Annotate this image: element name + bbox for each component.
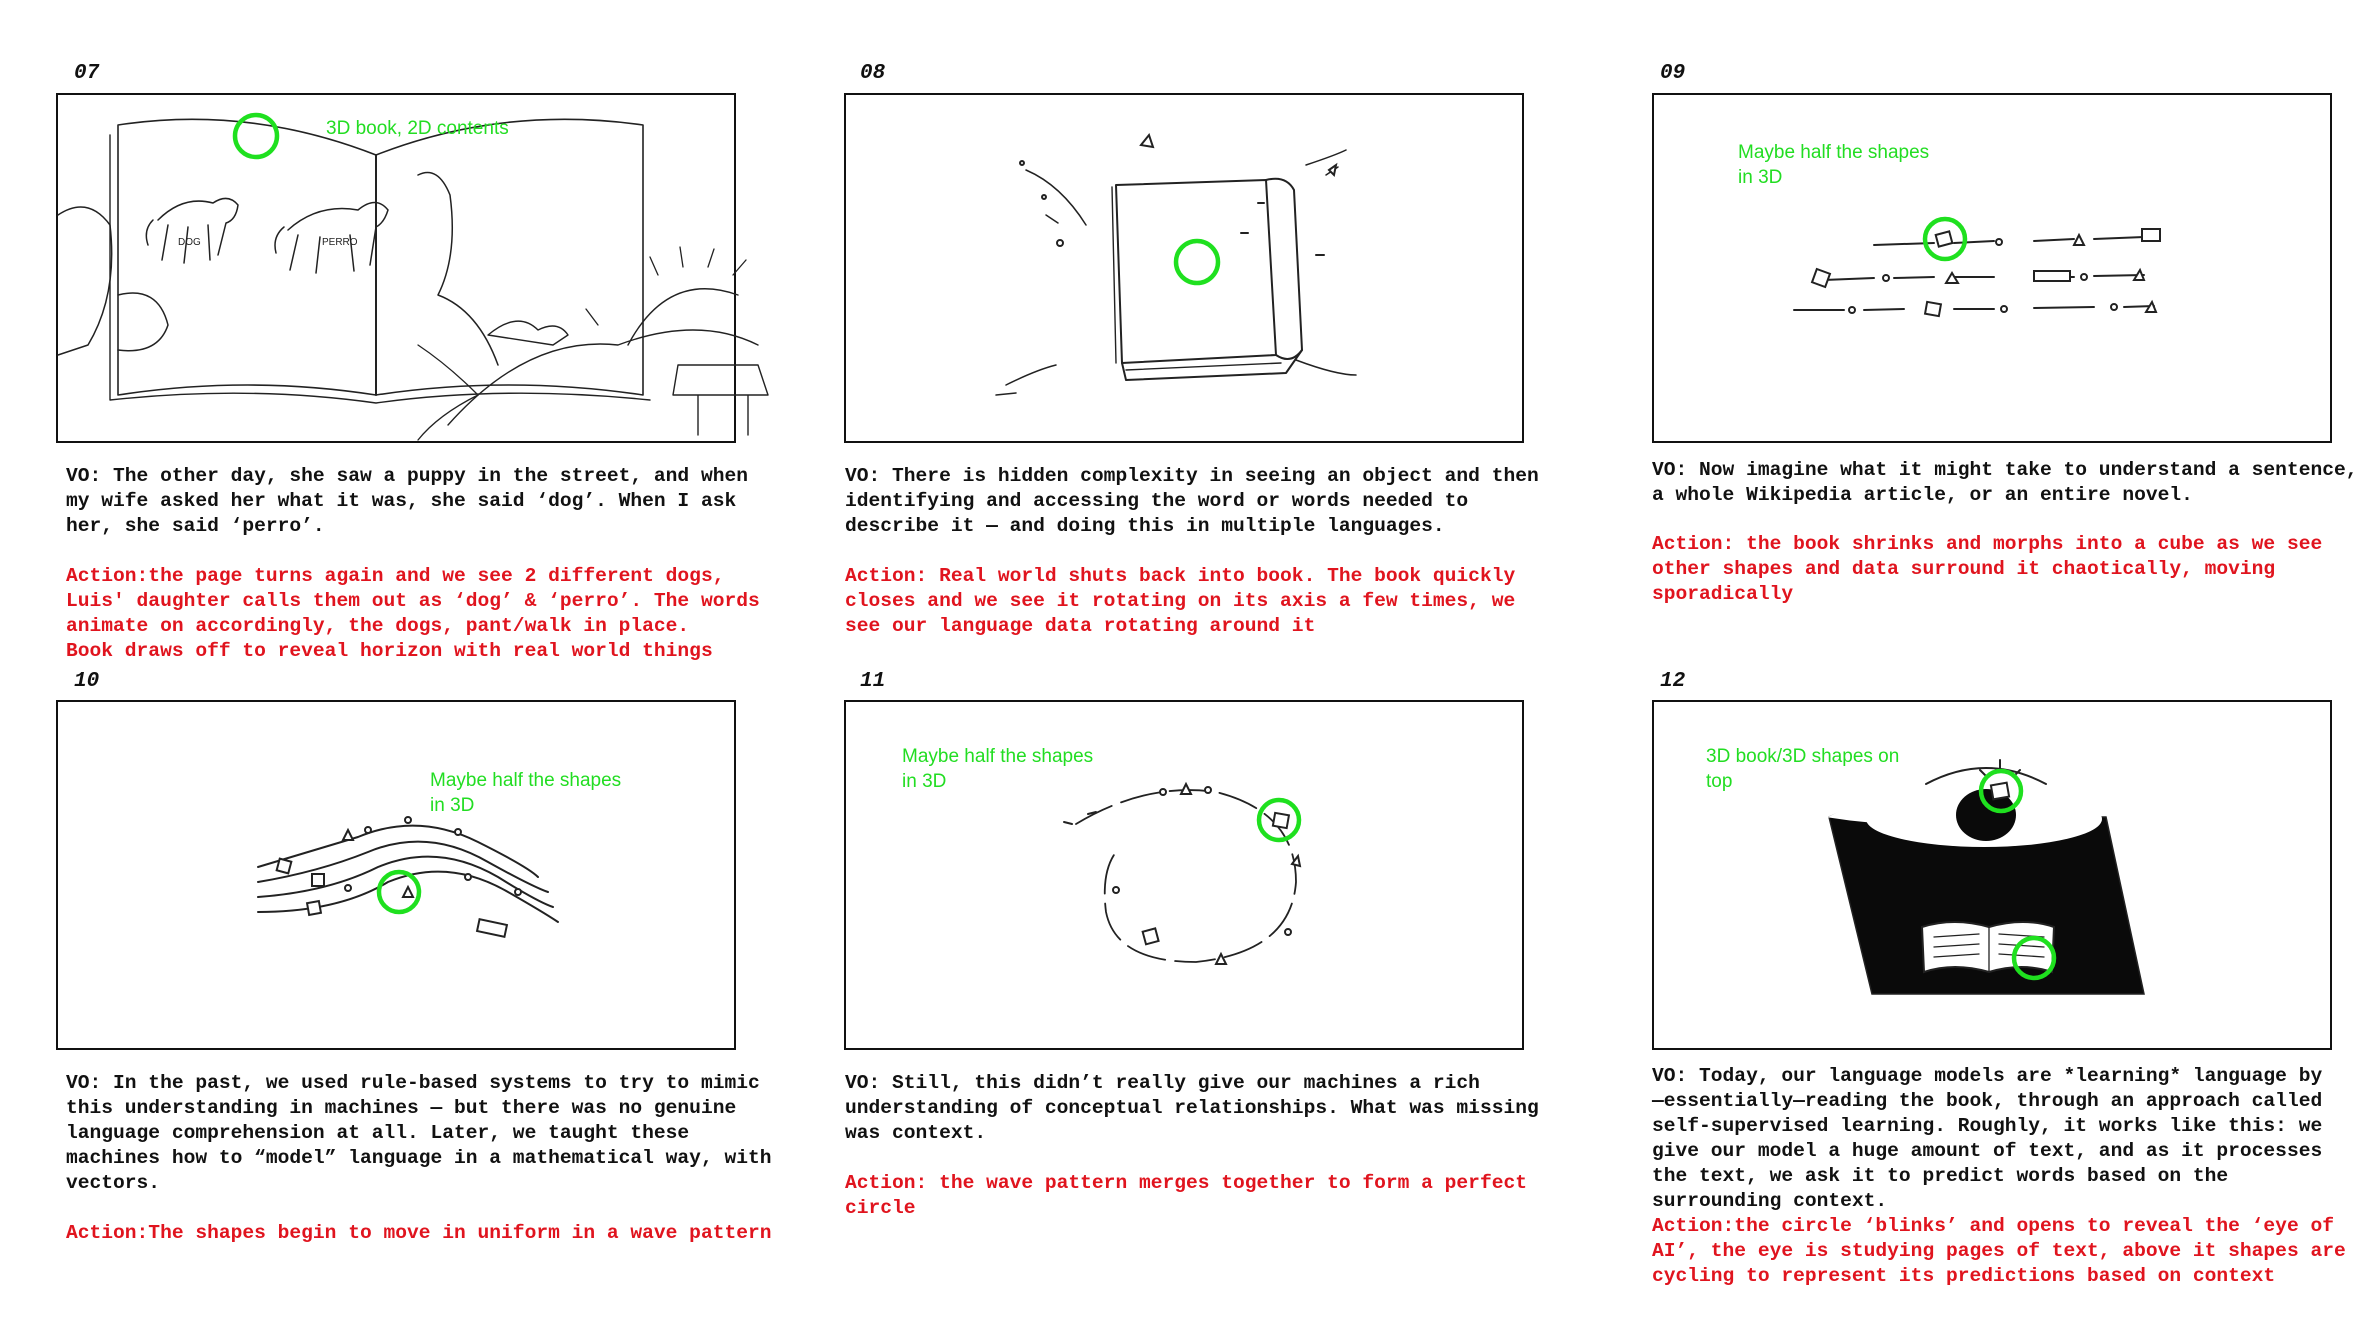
voiceover-text: VO: Today, our language models are *learning* language by —essentially—reading the book, through an approach called self-supervised learning. Roughly, it works like this: we give our model a huge amount of text, and as it processes the text, we ask it to predict words based on the surrounding context. <box>1652 1065 2323 1212</box>
action-text: Action:the page turns again and we see 2 different dogs, Luis' daughter calls them out as ‘dog’ & ‘perro’. The words animate on accordingly, the dogs, pant/walk in place. Book draws off to reveal horizon with real world things <box>66 565 760 662</box>
panel-number: 12 <box>1660 670 1686 693</box>
voiceover-text: VO: Still, this didn’t really give our machines a rich understanding of conceptual relationships. What was missing was context. <box>845 1072 1539 1144</box>
closed-book-sketch <box>846 95 1526 445</box>
action-text: Action: the wave pattern merges together to form a perfect circle <box>845 1172 1527 1219</box>
voiceover-text: VO: There is hidden complexity in seeing an object and then identifying and accessing the word or words needed to describe it — and doing this in multiple languages. <box>845 465 1539 537</box>
action-text: Action: Real world shuts back into book. The book quickly closes and we see it rotating on its axis a few times, we see our language data rotating around it <box>845 565 1516 637</box>
voiceover-text: VO: Now imagine what it might take to understand a sentence, a whole Wikipedia article, or an entire novel. <box>1652 459 2358 506</box>
word-dog: DOG <box>178 237 201 248</box>
storyboard-frame-10 <box>56 700 736 1050</box>
book-horizon-sketch <box>58 95 818 445</box>
storyboard-frame-08 <box>844 93 1524 443</box>
annotation-note: 3D book/3D shapes on top <box>1706 746 1900 792</box>
panel-number: 08 <box>860 62 886 85</box>
annotation-note: Maybe half the shapes in 3D <box>902 746 1094 792</box>
annotation-note: Maybe half the shapes in 3D <box>1738 142 1930 188</box>
action-text: Action:The shapes begin to move in uniform in a wave pattern <box>66 1222 772 1244</box>
voiceover-text: VO: The other day, she saw a puppy in the street, and when my wife asked her what it was, she said ‘dog’. When I ask her, she said ‘perro’. <box>66 465 748 537</box>
annotation-note: 3D book, 2D contents <box>326 118 509 139</box>
highlight-ring <box>1176 241 1218 283</box>
storyboard-frame-07 <box>56 93 736 443</box>
word-perro: PERRO <box>322 237 358 248</box>
wave-pattern-sketch <box>58 702 738 1052</box>
action-text: Action:the circle ‘blinks’ and opens to reveal the ‘eye of AI’, the eye is studying pages of text, above it shapes are cycling to represent its predictions based on context <box>1652 1215 2346 1287</box>
highlight-ring <box>235 115 277 157</box>
annotation-note: Maybe half the shapes in 3D <box>430 770 622 816</box>
action-text: Action: the book shrinks and morphs into a cube as we see other shapes and data surround it chaotically, moving sporadically <box>1652 533 2323 605</box>
voiceover-text: VO: In the past, we used rule-based systems to try to mimic this understanding in machines — but there was no genuine language comprehension at all. Later, we taught these machines how to “model” language in a mathematical way, with vectors. <box>66 1072 772 1194</box>
panel-number: 11 <box>860 670 886 693</box>
panel-number: 07 <box>74 62 100 85</box>
panel-number: 09 <box>1660 62 1686 85</box>
panel-number: 10 <box>74 670 100 693</box>
